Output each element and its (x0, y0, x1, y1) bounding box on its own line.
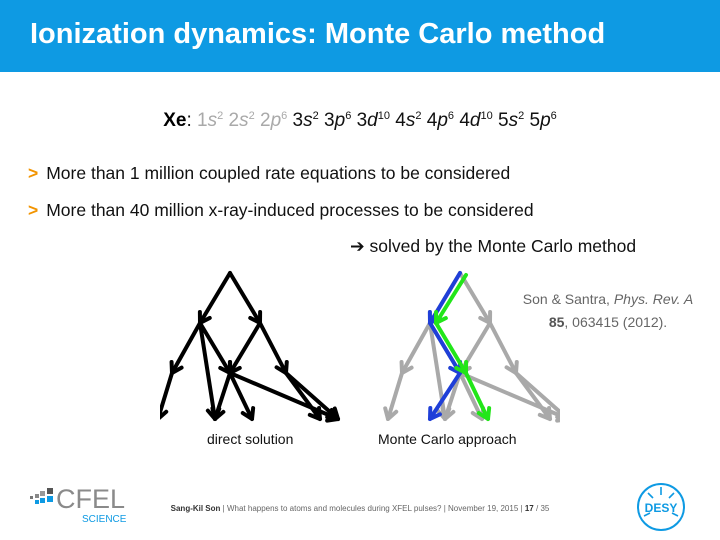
footer-author: Sang-Kil Son (170, 504, 221, 513)
core-orbital: $1s^2$ (197, 110, 224, 131)
footer-separator: | (520, 504, 523, 513)
footer-separator: | (443, 504, 446, 513)
bullet-item (28, 163, 510, 184)
footer-talk-title: What happens to atoms and molecules during XFEL pulses? (226, 504, 442, 513)
reference-volume: 85 (548, 314, 565, 330)
green-trajectory-arrow (436, 275, 466, 323)
conclusion-line: ➔ solved by the Monte Carlo method (350, 236, 637, 256)
black-arrow (286, 373, 338, 419)
bullet-marker: > (28, 163, 39, 183)
black-arrow (200, 273, 230, 323)
black-arrow (260, 323, 287, 373)
footer-page-total: 35 (540, 504, 550, 513)
orbital-list (197, 110, 557, 131)
footer-separator: | (222, 504, 225, 513)
valence-orbital: $5s^2$ (498, 110, 525, 131)
green-trajectory-arrow (436, 323, 466, 373)
bullet-marker: > (28, 200, 39, 220)
slide-footer (0, 504, 720, 513)
valence-orbital: $3s^2$ (292, 110, 319, 131)
valence-orbital: $3p^6$ (324, 110, 352, 131)
footer-page-number: 17 (524, 504, 534, 513)
grey-arrow (490, 323, 517, 373)
reference-journal: Phys. Rev. A (613, 291, 694, 307)
cfel-logo-text: CFEL (56, 484, 126, 514)
direct-solution-tree (160, 273, 338, 421)
grey-arrow (385, 373, 402, 419)
bullet-item (28, 200, 534, 221)
direct-solution-caption: direct solution (207, 431, 294, 447)
monte-carlo-caption: Monte Carlo approach (378, 431, 517, 447)
valence-orbital: $4d^{10}$ (459, 110, 493, 131)
monte-carlo-tree (385, 273, 560, 421)
grey-arrow (402, 323, 430, 373)
reference-authors: Son & Santra, (522, 291, 614, 307)
cfel-logo-subtext: SCIENCE (82, 514, 127, 525)
black-arrow (160, 373, 172, 419)
desy-logo-text: DESY (644, 501, 678, 515)
bullet-text: More than 1 million coupled rate equations to be considered (46, 163, 511, 183)
bullet-text: More than 40 million x-ray-induced processes to be considered (46, 200, 534, 220)
valence-orbital: $3d^{10}$ (356, 110, 390, 131)
black-arrow (172, 323, 200, 373)
electron-configuration (0, 110, 720, 132)
black-arrow (230, 273, 260, 323)
footer-slash: / (535, 504, 539, 513)
black-arrow (230, 323, 260, 373)
cfel-dots-icon (30, 488, 53, 504)
core-orbital: $2p^6$ (259, 110, 288, 131)
config-colon: : (186, 110, 192, 131)
element-symbol: Xe (163, 110, 187, 131)
desy-logo (636, 482, 686, 532)
reference-rest: , 063415 (2012). (564, 314, 668, 330)
valence-orbital: $4s^2$ (395, 110, 422, 131)
valence-orbital: $5p^6$ (529, 110, 557, 131)
process-diagrams (160, 266, 560, 426)
valence-orbital: $4p^6$ (426, 110, 455, 131)
footer-date: November 19, 2015 (448, 504, 519, 513)
slide-title: Ionization dynamics: Monte Carlo method (30, 18, 606, 50)
core-orbital: $2s^2$ (228, 110, 255, 131)
